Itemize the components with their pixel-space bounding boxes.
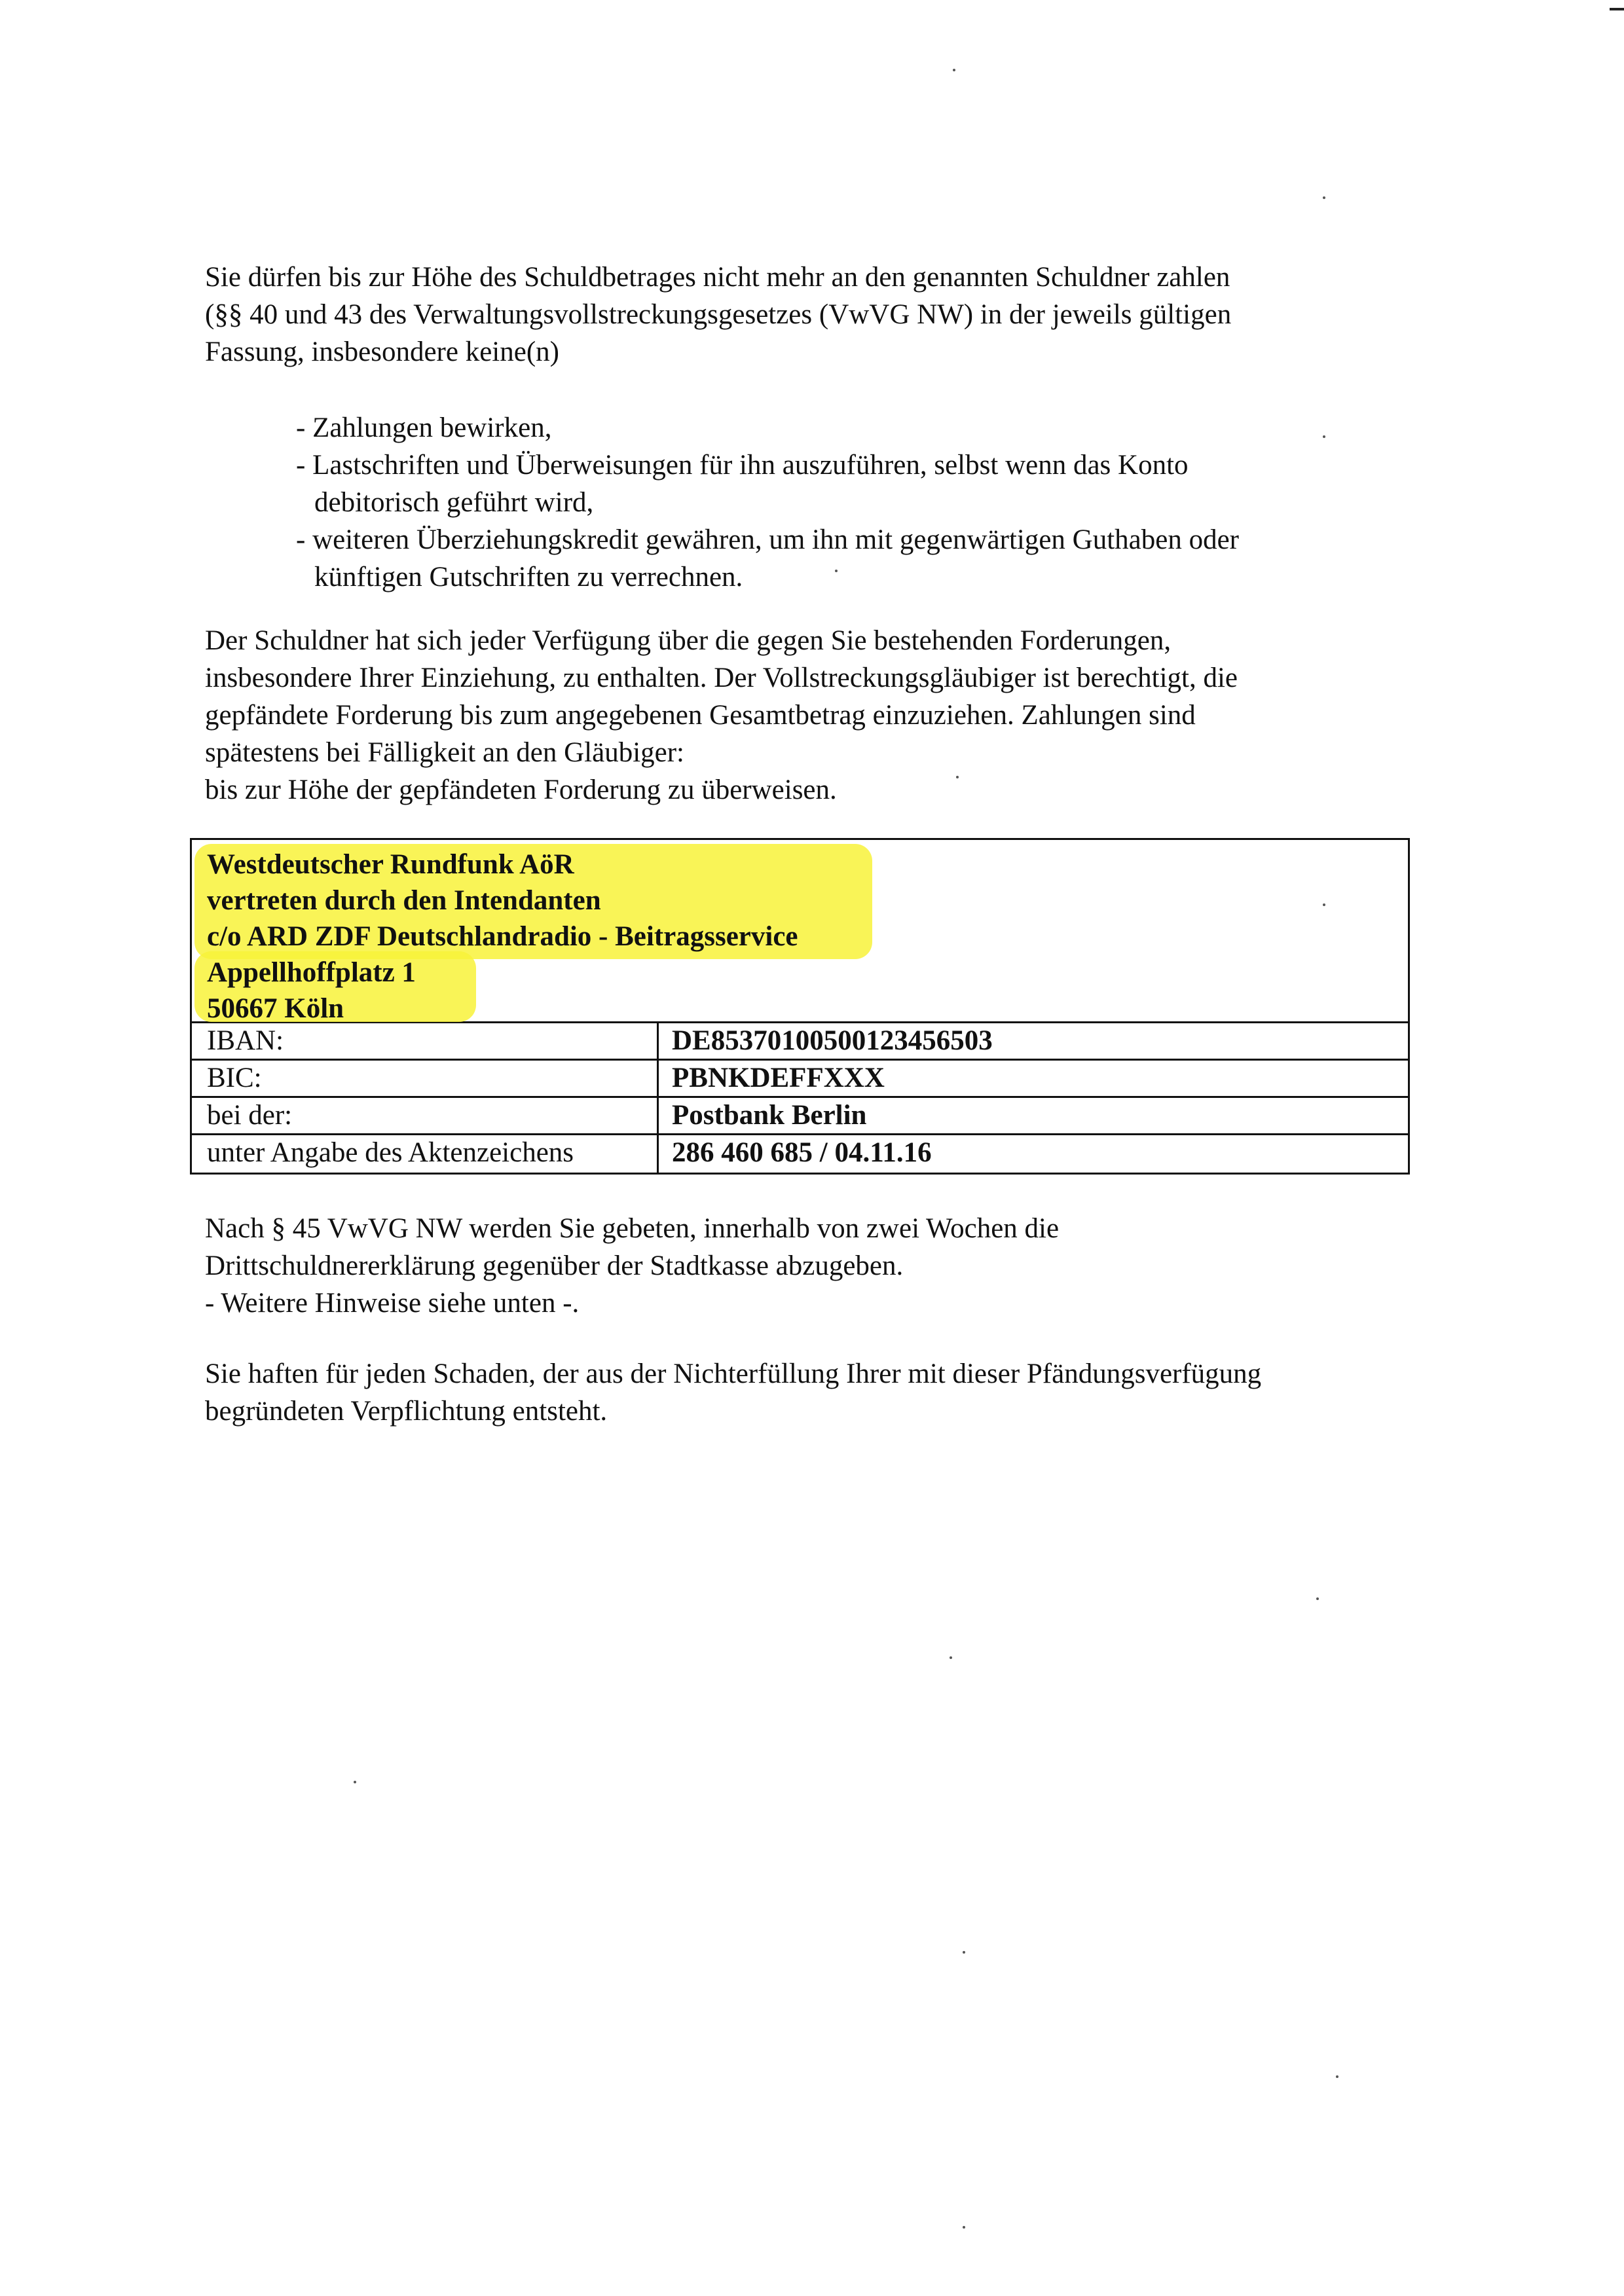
text-line: begründeten Verpflichtung entsteht. [205, 1396, 608, 1427]
scan-speck [963, 1951, 965, 1954]
scan-speck [963, 2226, 965, 2229]
row-value: DE85370100500123456503 [672, 1025, 993, 1056]
scan-speck [950, 1656, 952, 1659]
text-line: Drittschuldnererklärung gegenüber der Stadtkasse abzugeben. [205, 1250, 904, 1281]
list-item-continuation: künftigen Gutschriften zu verrechnen. [314, 562, 743, 592]
paragraph-debtor-obligation [205, 622, 1449, 809]
list-item-continuation: debitorisch geführt wird, [314, 487, 594, 518]
scan-speck [1336, 2075, 1338, 2078]
row-label: IBAN: [192, 1023, 659, 1059]
text-line: Fassung, insbesondere keine(n) [205, 337, 559, 367]
table-row-bank [192, 1098, 1408, 1135]
text-line: Sie haften für jeden Schaden, der aus der Nichterfüllung Ihrer mit dieser Pfändungsverfügung [205, 1358, 1262, 1389]
table-row-reference [192, 1135, 1408, 1173]
paragraph-liability [205, 1355, 1449, 1430]
recipient-line: vertreten durch den Intendanten [207, 885, 601, 916]
prohibition-list [296, 409, 1449, 596]
text-line: Sie dürfen bis zur Höhe des Schuldbetrages nicht mehr an den genannten Schuldner zahlen [205, 262, 1230, 293]
recipient-line: Appellhoffplatz 1 [207, 957, 416, 988]
scan-speck [1316, 1597, 1319, 1600]
row-value: 286 460 685 / 04.11.16 [672, 1137, 932, 1168]
payment-details-table [190, 838, 1410, 1175]
text-line: Der Schuldner hat sich jeder Verfügung über die gegen Sie bestehenden Forderungen, [205, 625, 1172, 656]
paragraph-payment-prohibition [205, 259, 1449, 371]
scan-speck [956, 776, 959, 778]
text-line: (§§ 40 und 43 des Verwaltungsvollstreckungsgesetzes (VwVG NW) in der jeweils gültigen [205, 299, 1232, 330]
text-line: bis zur Höhe der gepfändeten Forderung zu überweisen. [205, 774, 837, 805]
row-label: unter Angabe des Aktenzeichens [192, 1135, 659, 1173]
scan-speck [1323, 196, 1325, 199]
scan-speck [953, 69, 955, 71]
text-line: Nach § 45 VwVG NW werden Sie gebeten, innerhalb von zwei Wochen die [205, 1213, 1060, 1244]
row-label: BIC: [192, 1061, 659, 1096]
text-line: gepfändete Forderung bis zum angegebenen Gesamtbetrag einzuziehen. Zahlungen sind [205, 700, 1196, 731]
scan-speck [1323, 435, 1325, 438]
row-label: bei der: [192, 1098, 659, 1133]
list-item: - Lastschriften und Überweisungen für ihn auszuführen, selbst wenn das Konto [296, 450, 1189, 481]
scan-speck [835, 570, 838, 572]
scan-speck [354, 1781, 356, 1783]
list-item: - weiteren Überziehungskredit gewähren, um ihn mit gegenwärtigen Guthaben oder [296, 524, 1239, 555]
table-row-iban [192, 1023, 1408, 1061]
row-value: PBNKDEFFXXX [672, 1063, 885, 1093]
scan-edge-mark [1610, 8, 1624, 10]
paragraph-third-party-declaration [205, 1210, 1449, 1322]
recipient-address-block [192, 840, 1408, 1023]
list-item: - Zahlungen bewirken, [296, 412, 552, 443]
text-line: spätestens bei Fälligkeit an den Gläubiger: [205, 737, 685, 768]
text-line: insbesondere Ihrer Einziehung, zu enthalten. Der Vollstreckungsgläubiger ist berechtigt, die [205, 663, 1238, 693]
recipient-line: Westdeutscher Rundfunk AöR [207, 849, 574, 880]
recipient-line: 50667 Köln [207, 993, 344, 1024]
text-line: - Weitere Hinweise siehe unten -. [205, 1288, 580, 1319]
recipient-line: c/o ARD ZDF Deutschlandradio - Beitragsservice [207, 921, 798, 952]
row-value: Postbank Berlin [672, 1100, 867, 1131]
table-row-bic [192, 1061, 1408, 1098]
